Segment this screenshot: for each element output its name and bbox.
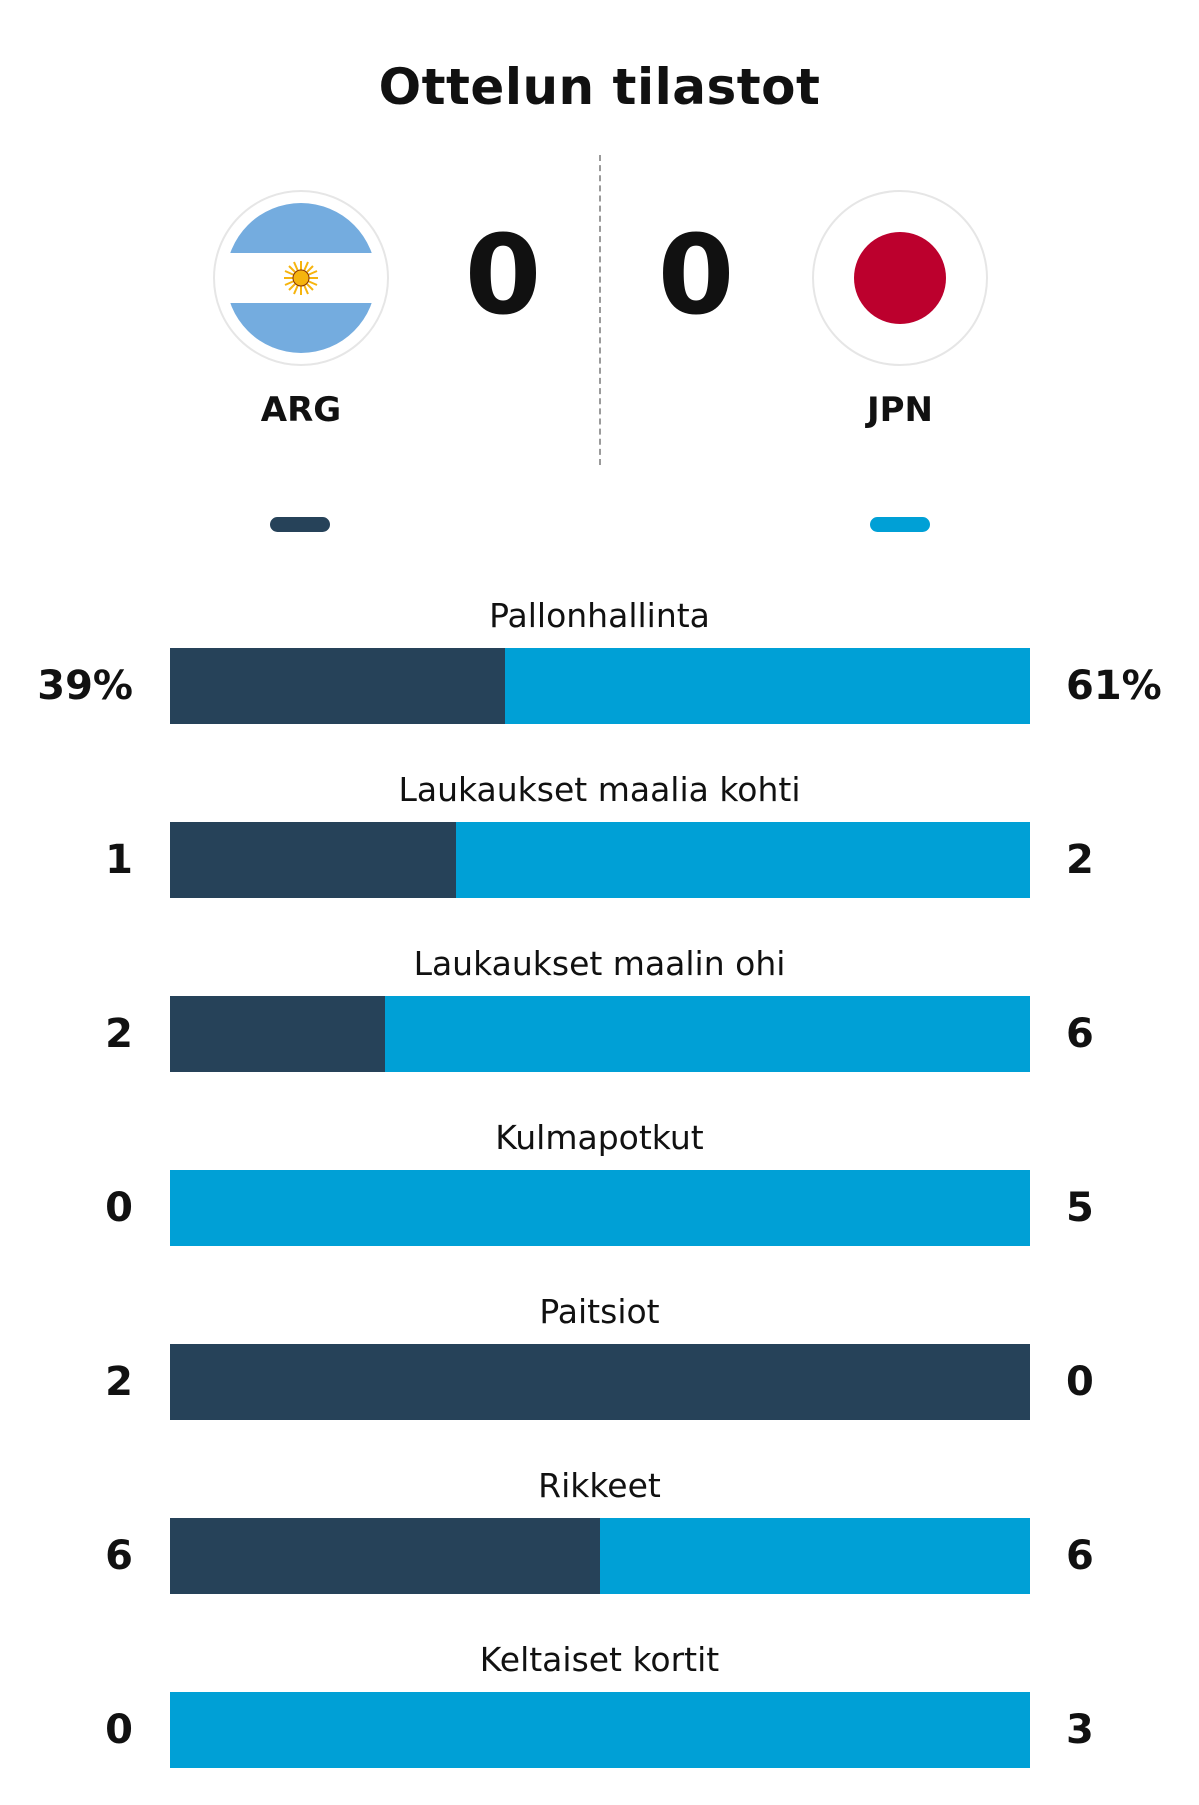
- home-stat-value: 6: [105, 1533, 133, 1579]
- stat-label: Laukaukset maalia kohti: [398, 770, 801, 809]
- away-bar-segment: [505, 648, 1030, 724]
- home-stat-value: 0: [105, 1707, 133, 1753]
- center-divider: [599, 155, 601, 465]
- away-score: 0: [657, 211, 735, 339]
- away-stat-value: 61%: [1066, 663, 1162, 709]
- stat-row-possession: [0, 591, 1199, 761]
- stat-row-offsides: [0, 1287, 1199, 1457]
- stat-label: Rikkeet: [538, 1466, 661, 1505]
- away-stat-value: 6: [1066, 1011, 1094, 1057]
- away-bar-segment: [170, 1692, 1030, 1768]
- home-color-swatch: [270, 517, 330, 532]
- home-bar-segment: [170, 996, 385, 1072]
- away-stat-value: 2: [1066, 837, 1094, 883]
- away-stat-value: 3: [1066, 1707, 1094, 1753]
- argentina-flag-icon: [226, 203, 376, 353]
- home-stat-value: 0: [105, 1185, 133, 1231]
- stat-bar: [170, 996, 1030, 1072]
- home-stat-value: 2: [105, 1359, 133, 1405]
- home-team-code: ARG: [260, 390, 342, 430]
- away-bar-segment: [385, 996, 1030, 1072]
- away-color-swatch: [870, 517, 930, 532]
- away-bar-segment: [170, 1170, 1030, 1246]
- stat-label: Keltaiset kortit: [479, 1640, 720, 1679]
- away-stat-value: 0: [1066, 1359, 1094, 1405]
- page-title: Ottelun tilastot: [378, 58, 821, 116]
- japan-flag-icon: [825, 203, 975, 353]
- home-stat-value: 39%: [37, 663, 133, 709]
- home-bar-segment: [170, 1518, 600, 1594]
- away-bar-segment: [456, 822, 1030, 898]
- stat-bar: [170, 1344, 1030, 1420]
- away-bar-segment: [600, 1518, 1030, 1594]
- stat-bar: [170, 1692, 1030, 1768]
- home-flag: [213, 190, 389, 366]
- stat-label: Pallonhallinta: [489, 596, 710, 635]
- home-bar-segment: [170, 648, 505, 724]
- home-stat-value: 1: [105, 837, 133, 883]
- home-score: 0: [464, 211, 542, 339]
- home-bar-segment: [170, 1344, 1030, 1420]
- stat-bar: [170, 1518, 1030, 1594]
- away-team-code: JPN: [866, 390, 934, 430]
- away-stat-value: 6: [1066, 1533, 1094, 1579]
- home-stat-value: 2: [105, 1011, 133, 1057]
- stat-row-corners: [0, 1113, 1199, 1283]
- stat-bar: [170, 1170, 1030, 1246]
- stat-label: Paitsiot: [539, 1292, 660, 1331]
- stat-row-shots-on-target: [0, 765, 1199, 935]
- stat-bar: [170, 648, 1030, 724]
- stat-label: Kulmapotkut: [495, 1118, 704, 1157]
- away-flag: [812, 190, 988, 366]
- stat-row-yellow-cards: [0, 1635, 1199, 1805]
- stat-bar: [170, 822, 1030, 898]
- stat-label: Laukaukset maalin ohi: [413, 944, 786, 983]
- stat-row-shots-off-target: [0, 939, 1199, 1109]
- away-stat-value: 5: [1066, 1185, 1094, 1231]
- home-bar-segment: [170, 822, 456, 898]
- stat-row-fouls: [0, 1461, 1199, 1631]
